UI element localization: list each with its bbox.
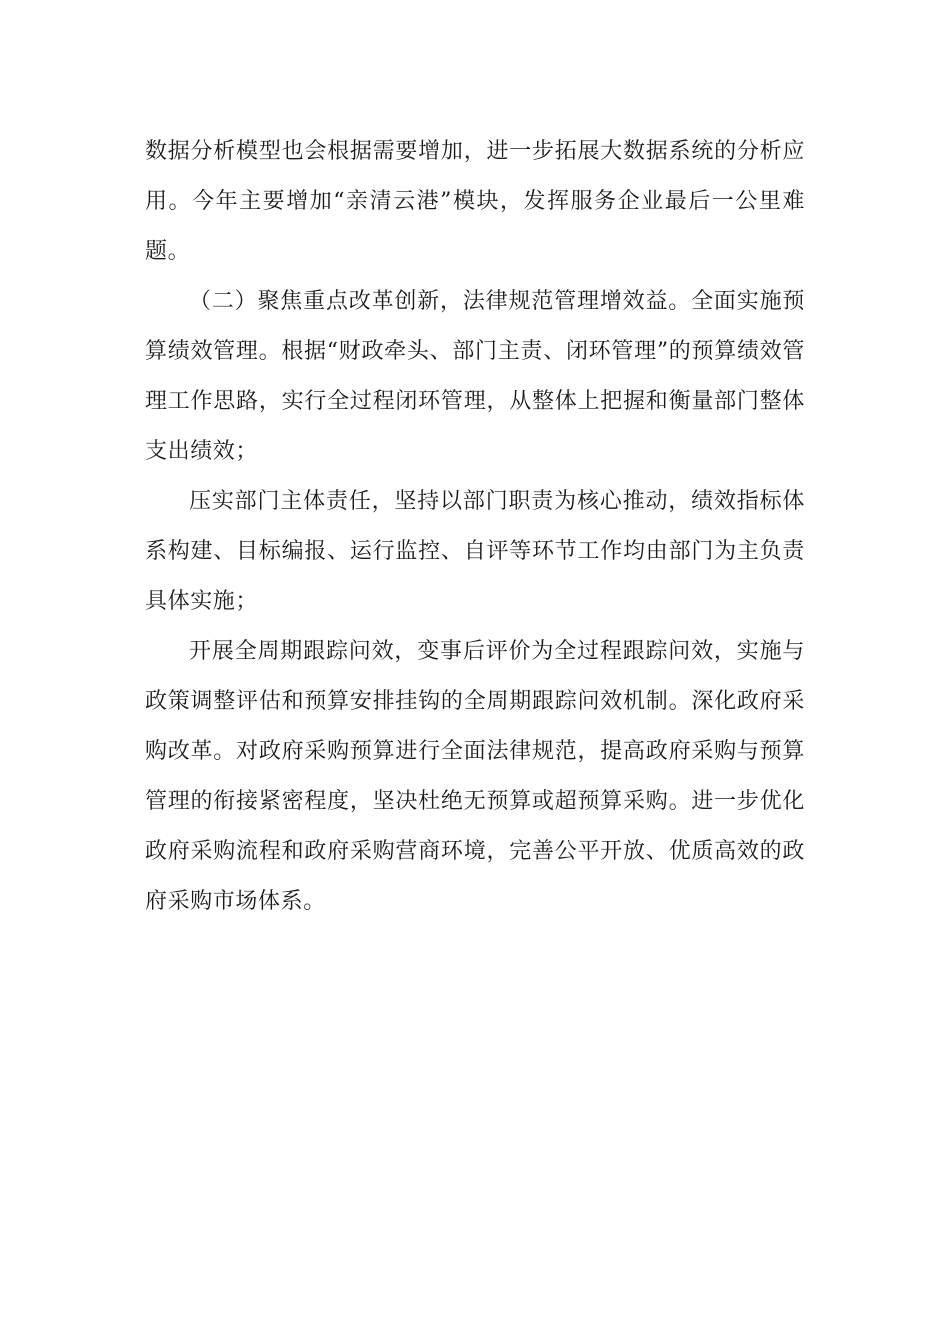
paragraph-tracking: 开展全周期跟踪问效，变事后评价为全过程跟踪问效，实施与政策调整评估和预算安排挂钩的全周期跟踪问效机制。深化政府采购改革。对政府采购预算进行全面法律规范，提高政府采购与预算管理的衔接紧密程度，坚决杜绝无预算或超预算采购。进一步优化政府采购流程和政府采购营商环境，完善公平开放、优质高效的政府采购市场体系。 [145,639,805,914]
paragraph-section-two: （二）聚焦重点改革创新，法律规范管理增效益。全面实施预算绩效管理。根据“财政牵头、部门主责、闭环管理”的预算绩效管理工作思路，实行全过程闭环管理，从整体上把握和衡量部门整体支出绩效； [145,289,805,464]
paragraph-continuation: 数据分析模型也会根据需要增加，进一步拓展大数据系统的分析应用。今年主要增加“亲清云港”模块，发挥服务企业最后一公里难题。 [145,139,805,264]
document-body [145,127,805,927]
paragraph-responsibility: 压实部门主体责任，坚持以部门职责为核心推动，绩效指标体系构建、目标编报、运行监控、自评等环节工作均由部门为主负责具体实施； [145,489,805,614]
